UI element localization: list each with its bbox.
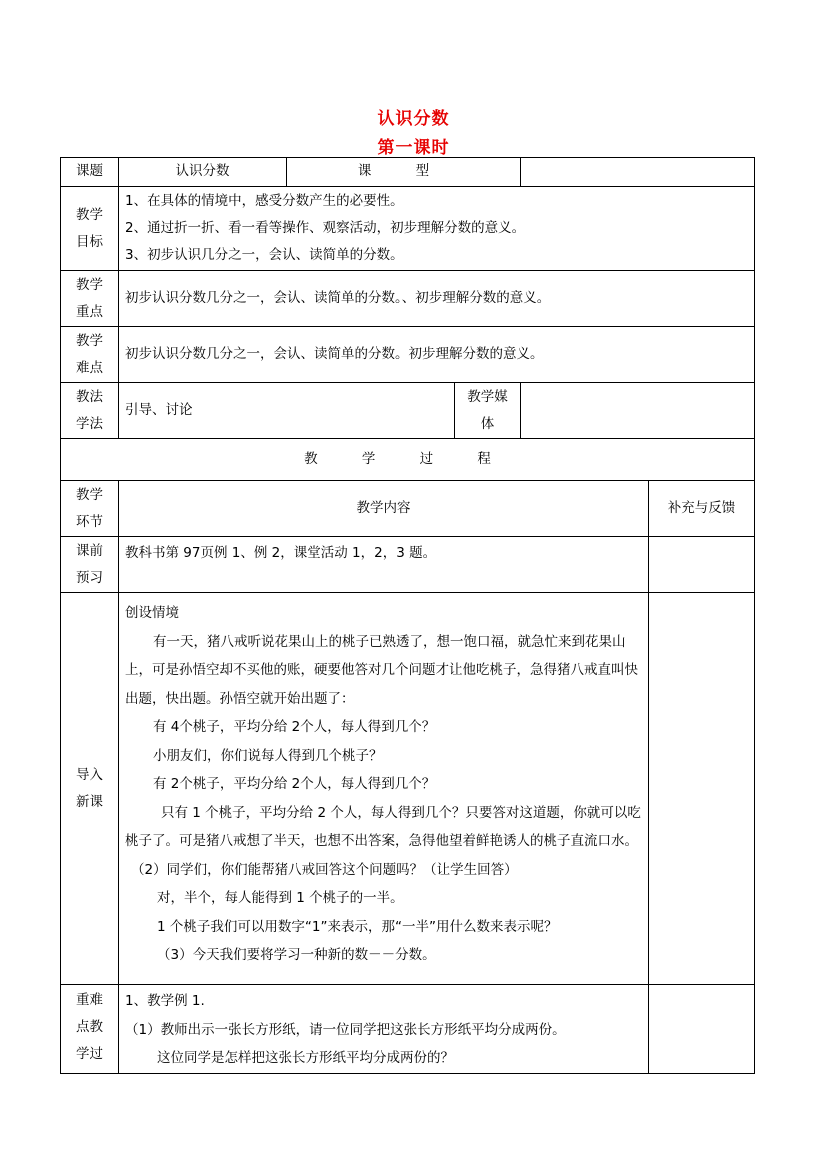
document-title: 认识分数 [377, 109, 450, 129]
methods-row [61, 383, 755, 439]
objective-item: 1、在具体的情境中，感受分数产生的必要性。 [125, 193, 404, 209]
intro-label-2: 新课 [76, 793, 103, 810]
col-stage-2: 环节 [76, 513, 103, 530]
topic-row [61, 158, 755, 187]
intro-feedback [649, 593, 755, 985]
intro-question: 只有 1 个桃子，平均分给 2 个人，每人得到几个？只要答对这道题，你就可以吃桃子了。可是猪八戒想了半天，也想不出答案，急得他望着鲜艳诱人的桃子直流口水。 [125, 804, 641, 849]
preview-row [61, 537, 755, 593]
preview-text: 教科书第 97页例 1、例 2，课堂活动 1，2，3 题。 [119, 537, 649, 593]
preview-feedback [649, 537, 755, 593]
intro-row [61, 593, 755, 985]
methods-label-1: 教法 [76, 388, 103, 405]
key-points-label-1: 教学 [76, 276, 103, 293]
process-heading-row [61, 439, 755, 481]
intro-paragraph: 1 个桃子我们可以用数字“1”来表示，那“一半”用什么数来表示呢？ [157, 918, 558, 935]
key-section-line: 这位同学是怎样把这张长方形纸平均分成两份的？ [157, 1050, 454, 1066]
col-stage-1: 教学 [76, 486, 103, 503]
objectives-label-2: 目标 [76, 233, 103, 250]
key-points-text: 初步认识分数几分之一，会认、读简单的分数。、初步理解分数的意义。 [119, 271, 755, 327]
objectives-row [61, 187, 755, 271]
key-section-label-1: 重难 [76, 992, 103, 1008]
difficulties-row [61, 327, 755, 383]
media-value [521, 383, 755, 439]
lesson-plan-table [60, 157, 755, 1074]
col-content-header: 教学内容 [119, 481, 649, 537]
intro-question: 有 2个桃子，平均分给 2个人，每人得到几个？ [153, 776, 436, 792]
type-label-text: 课 型 [357, 163, 450, 180]
difficulties-label [61, 327, 119, 383]
media-label [455, 383, 521, 439]
intro-heading: 创设情境 [125, 605, 179, 621]
key-points-row [61, 271, 755, 327]
methods-label-2: 学法 [76, 415, 103, 432]
intro-story: 有一天，猪八戒听说花果山上的桃子已熟透了，想一饱口福，就急忙来到花果山上，可是孙悟空却不买他的账，硬要他答对几个问题才让他吃桃子，急得猪八戒直叫快出题，快出题。孙悟空就开始出题了： [125, 633, 638, 707]
difficulties-label-2: 难点 [76, 359, 103, 376]
col-stage-header [61, 481, 119, 537]
key-section-content [119, 985, 649, 1074]
objective-item: 3、初步认识几分之一，会认、读简单的分数。 [125, 247, 404, 263]
type-value [521, 158, 755, 187]
intro-label [61, 593, 119, 985]
methods-label [61, 383, 119, 439]
topic-value: 认识分数 [119, 158, 287, 187]
objectives-label-1: 教学 [76, 206, 103, 223]
objectives-content [119, 187, 755, 271]
document-subtitle: 第一课时 [377, 138, 450, 158]
intro-question: 小朋友们，你们说每人得到几个桃子？ [153, 747, 383, 764]
objective-item: 2、通过折一折、看一看等操作、观察活动，初步理解分数的意义。 [125, 220, 526, 236]
key-points-label [61, 271, 119, 327]
process-heading-text: 教 学 过 程 [304, 450, 511, 467]
methods-value: 引导、讨论 [119, 383, 455, 439]
intro-question: 有 4个桃子，平均分给 2个人，每人得到几个？ [153, 719, 436, 735]
key-section-label-2: 点教 [76, 1019, 103, 1035]
process-columns-row [61, 481, 755, 537]
difficulties-text: 初步认识分数几分之一，会认、读简单的分数。初步理解分数的意义。 [119, 327, 755, 383]
difficulties-label-1: 教学 [76, 332, 103, 349]
key-section-line: （1）教师出示一张长方形纸，请一位同学把这张长方形纸平均分成两份。 [125, 1021, 566, 1038]
intro-paragraph: （2）同学们，你们能帮猪八戒回答这个问题吗？（让学生回答） [131, 861, 518, 878]
preview-label-2: 预习 [76, 569, 103, 586]
key-section-label [61, 985, 119, 1074]
key-points-label-2: 重点 [76, 303, 103, 320]
preview-label [61, 537, 119, 593]
process-heading [61, 439, 755, 481]
type-label [287, 158, 521, 187]
media-label-2: 体 [480, 415, 495, 432]
col-feedback-header: 补充与反馈 [649, 481, 755, 537]
media-label-1: 教学媒 [467, 388, 508, 405]
intro-paragraph: （3）今天我们要将学习一种新的数－－分数。 [157, 947, 436, 963]
topic-label: 课题 [61, 158, 119, 187]
preview-label-1: 课前 [76, 542, 103, 559]
intro-label-1: 导入 [76, 766, 103, 783]
objectives-label [61, 187, 119, 271]
key-section-label-3: 学过 [76, 1046, 103, 1062]
intro-content [119, 593, 649, 985]
key-section-line: 1、教学例 1. [125, 993, 205, 1009]
key-section-row [61, 985, 755, 1074]
key-section-feedback [649, 985, 755, 1074]
intro-paragraph: 对，半个，每人能得到 1 个桃子的一半。 [157, 890, 404, 906]
